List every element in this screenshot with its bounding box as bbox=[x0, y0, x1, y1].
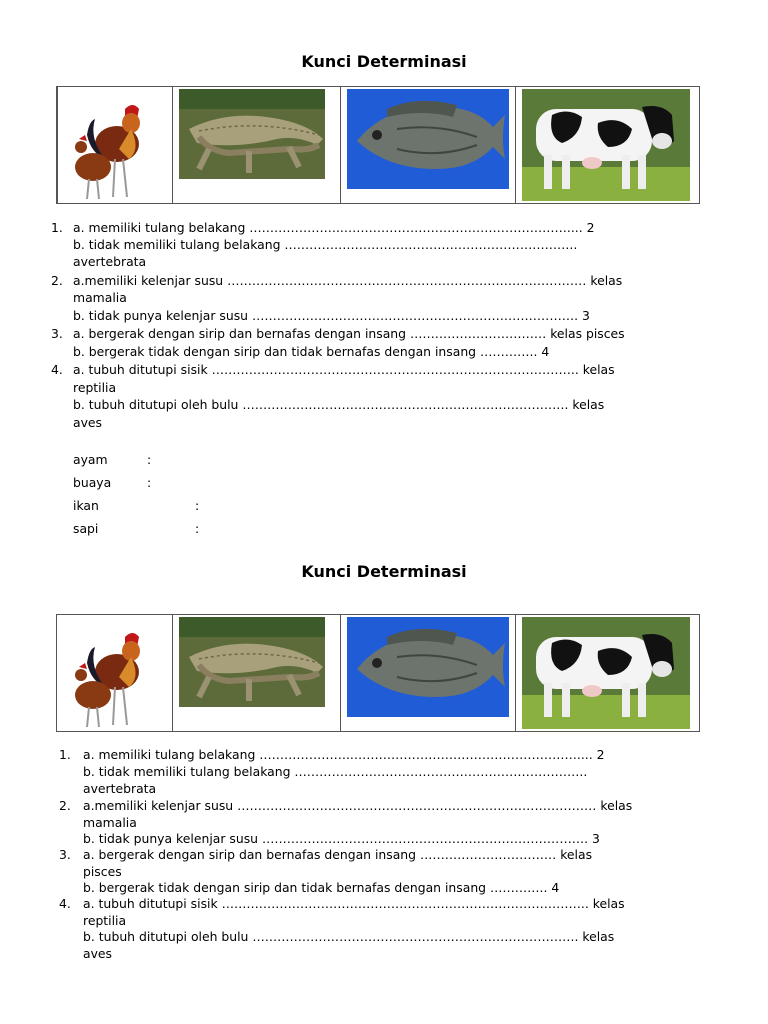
key-item-4a: a. tubuh ditutupi sisik …………………………………………………………………………….. kelas bbox=[83, 896, 625, 911]
key-item-1a: a. memiliki tulang belakang …………………..……………………………………………….... 2 bbox=[83, 747, 605, 762]
key-item-2a: a.memiliki kelenjar susu …………………………………………………………………………… kelas bbox=[73, 273, 623, 288]
rooster-image bbox=[65, 617, 155, 731]
item-number: 2. bbox=[59, 798, 71, 813]
crocodile-image-cell bbox=[173, 87, 341, 203]
page-title: Kunci Determinasi bbox=[301, 52, 467, 71]
item-number: 1. bbox=[51, 220, 63, 235]
key-item-3a: a. bergerak dengan sirip dan bernafas dengan insang …………………………… kelas bbox=[83, 847, 593, 862]
rooster-image-cell bbox=[57, 615, 173, 731]
key-item-3a-result: pisces bbox=[83, 864, 122, 879]
cow-image-cell bbox=[516, 87, 699, 203]
animal-label-ayam: ayam bbox=[73, 452, 108, 467]
animal-image-table-2 bbox=[56, 614, 700, 732]
answer-colon: : bbox=[195, 498, 200, 513]
item-number: 4. bbox=[51, 362, 63, 377]
item-number: 3. bbox=[51, 326, 63, 341]
key-item-4b: b. tubuh ditutupi oleh bulu ……………………………………………………………………. kelas bbox=[73, 397, 605, 412]
animal-label-ikan: ikan bbox=[73, 498, 99, 513]
item-number: 3. bbox=[59, 847, 71, 862]
key-item-1b-result: avertebrata bbox=[83, 781, 157, 796]
fish-image bbox=[347, 617, 509, 717]
answer-colon: : bbox=[195, 521, 200, 536]
key-item-4a-result: reptilia bbox=[83, 913, 127, 928]
key-item-1b-result: avertebrata bbox=[73, 254, 147, 269]
fish-image bbox=[347, 89, 509, 189]
key-item-1a: a. memiliki tulang belakang …………………..……………………………………………….... 2 bbox=[73, 220, 595, 235]
answer-colon: : bbox=[147, 475, 152, 490]
animal-label-sapi: sapi bbox=[73, 521, 99, 536]
key-item-3a: a. bergerak dengan sirip dan bernafas dengan insang …………………………… kelas pisces bbox=[73, 326, 625, 341]
key-item-3b: b. bergerak tidak dengan sirip dan tidak bernafas dengan insang ………….. 4 bbox=[73, 344, 550, 359]
fish-image-cell bbox=[341, 615, 515, 731]
key-item-2a-result: mamalia bbox=[73, 290, 127, 305]
cow-image bbox=[522, 617, 690, 729]
rooster-image-cell bbox=[57, 87, 173, 203]
key-item-4b: b. tubuh ditutupi oleh bulu ……………………………………………………………………. kelas bbox=[83, 929, 615, 944]
key-item-4a: a. tubuh ditutupi sisik …………………………………………………………………………….. kelas bbox=[73, 362, 615, 377]
crocodile-image-cell bbox=[173, 615, 341, 731]
key-item-2a-result: mamalia bbox=[83, 815, 137, 830]
key-item-1b: b. tidak memiliki tulang belakang …………………………………………………………….. bbox=[73, 237, 578, 252]
key-item-2b: b. tidak punya kelenjar susu ……………………………………………………………………. 3 bbox=[73, 308, 590, 323]
key-item-3b: b. bergerak tidak dengan sirip dan tidak bernafas dengan insang ………….. 4 bbox=[83, 880, 560, 895]
key-item-2a: a.memiliki kelenjar susu …………………………………………………………………………… kelas bbox=[83, 798, 633, 813]
key-item-4a-result: reptilia bbox=[73, 380, 117, 395]
crocodile-image bbox=[179, 89, 325, 179]
cow-image bbox=[522, 89, 690, 201]
cow-image-cell bbox=[516, 615, 699, 731]
item-number: 2. bbox=[51, 273, 63, 288]
key-item-4b-result: aves bbox=[83, 946, 113, 961]
key-item-4b-result: aves bbox=[73, 415, 103, 430]
fish-image-cell bbox=[341, 87, 515, 203]
page-title-2: Kunci Determinasi bbox=[301, 562, 467, 581]
key-item-1b: b. tidak memiliki tulang belakang …………………………………………………………….. bbox=[83, 764, 588, 779]
item-number: 1. bbox=[59, 747, 71, 762]
crocodile-image bbox=[179, 617, 325, 707]
rooster-image bbox=[65, 89, 155, 203]
animal-image-table bbox=[56, 86, 700, 204]
key-item-2b: b. tidak punya kelenjar susu ……………………………………………………………………. 3 bbox=[83, 831, 600, 846]
item-number: 4. bbox=[59, 896, 71, 911]
answer-colon: : bbox=[147, 452, 152, 467]
animal-label-buaya: buaya bbox=[73, 475, 112, 490]
